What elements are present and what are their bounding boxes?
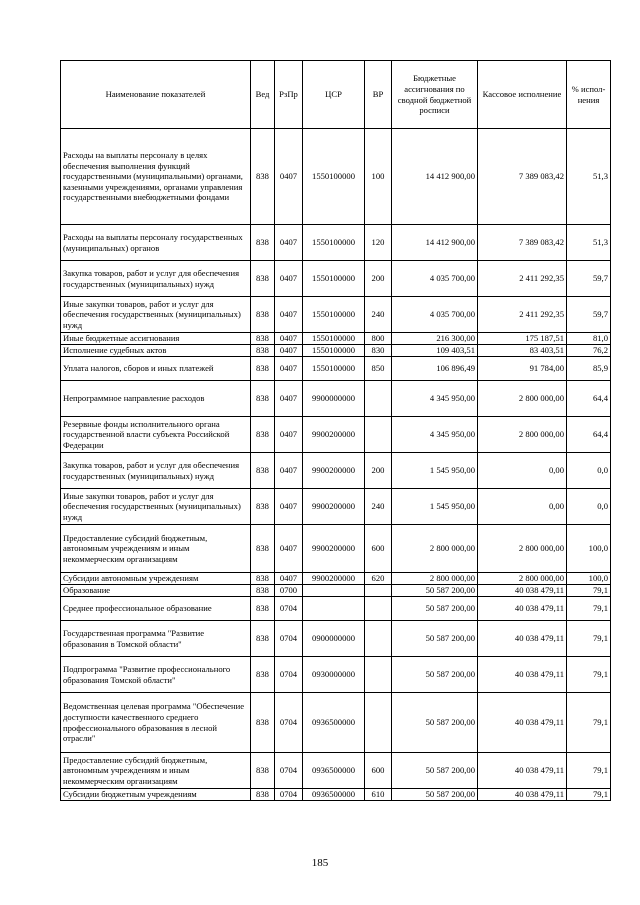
row-ved: 838	[251, 621, 275, 657]
row-cash: 40 038 479,11	[478, 621, 567, 657]
row-vr: 600	[365, 753, 392, 789]
row-pct: 85,9	[567, 357, 611, 381]
row-rzpr: 0407	[275, 357, 303, 381]
row-cash: 40 038 479,11	[478, 753, 567, 789]
row-vr	[365, 417, 392, 453]
row-ved: 838	[251, 585, 275, 597]
row-budget: 106 896,49	[392, 357, 478, 381]
row-name: Резервные фонды исполнительного органа государственной власти субъекта Российской Федерации	[61, 417, 251, 453]
row-budget: 50 587 200,00	[392, 585, 478, 597]
row-name: Уплата налогов, сборов и иных платежей	[61, 357, 251, 381]
row-vr: 600	[365, 525, 392, 573]
table-row	[61, 453, 611, 489]
row-rzpr: 0407	[275, 417, 303, 453]
row-budget: 4 345 950,00	[392, 417, 478, 453]
row-name: Среднее профессиональное образование	[61, 597, 251, 621]
row-cash: 175 187,51	[478, 333, 567, 345]
table-row	[61, 261, 611, 297]
row-name: Образование	[61, 585, 251, 597]
row-name: Субсидии бюджетным учреждениям	[61, 789, 251, 801]
row-budget: 50 587 200,00	[392, 621, 478, 657]
row-csr: 1550100000	[303, 297, 365, 333]
row-csr	[303, 585, 365, 597]
row-budget: 14 412 900,00	[392, 225, 478, 261]
row-vr: 850	[365, 357, 392, 381]
row-pct: 81,0	[567, 333, 611, 345]
row-budget: 109 403,51	[392, 345, 478, 357]
row-cash: 2 800 000,00	[478, 525, 567, 573]
table-row	[61, 417, 611, 453]
row-ved: 838	[251, 489, 275, 525]
row-vr	[365, 621, 392, 657]
row-csr: 1550100000	[303, 333, 365, 345]
row-budget: 216 300,00	[392, 333, 478, 345]
row-pct: 79,1	[567, 753, 611, 789]
table-row	[61, 597, 611, 621]
table-row	[61, 225, 611, 261]
row-pct: 79,1	[567, 693, 611, 753]
row-budget: 50 587 200,00	[392, 657, 478, 693]
row-vr	[365, 597, 392, 621]
row-cash: 40 038 479,11	[478, 657, 567, 693]
row-cash: 2 800 000,00	[478, 573, 567, 585]
row-csr: 0936500000	[303, 753, 365, 789]
row-csr: 1550100000	[303, 225, 365, 261]
row-pct: 100,0	[567, 525, 611, 573]
header-pct: % испол-нения	[567, 61, 611, 129]
row-cash: 40 038 479,11	[478, 789, 567, 801]
row-pct: 79,1	[567, 597, 611, 621]
row-vr: 120	[365, 225, 392, 261]
row-cash: 7 389 083,42	[478, 129, 567, 225]
row-cash: 2 411 292,35	[478, 297, 567, 333]
row-ved: 838	[251, 693, 275, 753]
header-name: Наименование показателей	[61, 61, 251, 129]
row-name: Ведомственная целевая программа "Обеспечение доступности качественного среднего профессионального образования в лесной отрасли"	[61, 693, 251, 753]
row-cash: 2 800 000,00	[478, 417, 567, 453]
row-cash: 91 784,00	[478, 357, 567, 381]
row-rzpr: 0407	[275, 381, 303, 417]
row-pct: 64,4	[567, 417, 611, 453]
row-ved: 838	[251, 357, 275, 381]
row-budget: 4 035 700,00	[392, 297, 478, 333]
row-name: Иные бюджетные ассигнования	[61, 333, 251, 345]
table-row	[61, 297, 611, 333]
row-cash: 2 800 000,00	[478, 381, 567, 417]
row-csr: 9900200000	[303, 525, 365, 573]
row-cash: 40 038 479,11	[478, 585, 567, 597]
row-pct: 79,1	[567, 585, 611, 597]
header-csr: ЦСР	[303, 61, 365, 129]
row-name: Иные закупки товаров, работ и услуг для обеспечения государственных (муниципальных) нужд	[61, 297, 251, 333]
table-row	[61, 657, 611, 693]
table-row	[61, 585, 611, 597]
row-pct: 79,1	[567, 621, 611, 657]
row-budget: 14 412 900,00	[392, 129, 478, 225]
table-row	[61, 789, 611, 801]
table-row	[61, 129, 611, 225]
page-number: 185	[311, 857, 329, 869]
row-pct: 51,3	[567, 225, 611, 261]
row-ved: 838	[251, 453, 275, 489]
row-pct: 79,1	[567, 789, 611, 801]
row-csr: 0900000000	[303, 621, 365, 657]
header-ved: Вед	[251, 61, 275, 129]
row-pct: 59,7	[567, 297, 611, 333]
row-rzpr: 0704	[275, 657, 303, 693]
row-csr: 1550100000	[303, 357, 365, 381]
row-vr: 800	[365, 333, 392, 345]
header-rzpr: РзПр	[275, 61, 303, 129]
row-rzpr: 0407	[275, 129, 303, 225]
row-ved: 838	[251, 525, 275, 573]
row-csr: 0936500000	[303, 789, 365, 801]
row-csr: 0936500000	[303, 693, 365, 753]
row-pct: 76,2	[567, 345, 611, 357]
row-vr	[365, 657, 392, 693]
header-cash: Кассовое исполнение	[478, 61, 567, 129]
header-budget: Бюджетные ассигнования по сводной бюджетной росписи	[392, 61, 478, 129]
row-cash: 0,00	[478, 453, 567, 489]
row-ved: 838	[251, 789, 275, 801]
row-rzpr: 0407	[275, 297, 303, 333]
table-body	[61, 129, 611, 801]
row-name: Иные закупки товаров, работ и услуг для обеспечения государственных (муниципальных) нужд	[61, 489, 251, 525]
row-pct: 51,3	[567, 129, 611, 225]
row-rzpr: 0407	[275, 453, 303, 489]
row-csr: 9900200000	[303, 453, 365, 489]
row-csr: 9900200000	[303, 573, 365, 585]
row-ved: 838	[251, 261, 275, 297]
row-budget: 2 800 000,00	[392, 573, 478, 585]
row-rzpr: 0704	[275, 789, 303, 801]
row-vr: 620	[365, 573, 392, 585]
row-name: Непрограммное направление расходов	[61, 381, 251, 417]
table-row	[61, 489, 611, 525]
row-ved: 838	[251, 297, 275, 333]
row-rzpr: 0407	[275, 525, 303, 573]
row-name: Закупка товаров, работ и услуг для обеспечения государственных (муниципальных) нужд	[61, 453, 251, 489]
row-ved: 838	[251, 657, 275, 693]
row-rzpr: 0407	[275, 261, 303, 297]
row-csr: 1550100000	[303, 129, 365, 225]
row-cash: 40 038 479,11	[478, 597, 567, 621]
row-name: Государственная программа "Развитие образования в Томской области"	[61, 621, 251, 657]
row-vr	[365, 381, 392, 417]
row-vr: 200	[365, 453, 392, 489]
row-cash: 2 411 292,35	[478, 261, 567, 297]
table-row	[61, 357, 611, 381]
row-vr: 240	[365, 297, 392, 333]
table-row	[61, 333, 611, 345]
row-csr: 1550100000	[303, 345, 365, 357]
row-budget: 50 587 200,00	[392, 789, 478, 801]
row-ved: 838	[251, 381, 275, 417]
row-csr	[303, 597, 365, 621]
row-rzpr: 0704	[275, 753, 303, 789]
table-row	[61, 381, 611, 417]
row-name: Предоставление субсидий бюджетным, автономным учреждениям и иным некоммерческим организациям	[61, 753, 251, 789]
row-name: Расходы на выплаты персоналу государственных (муниципальных) органов	[61, 225, 251, 261]
row-ved: 838	[251, 573, 275, 585]
table-row	[61, 753, 611, 789]
row-vr	[365, 693, 392, 753]
row-budget: 4 345 950,00	[392, 381, 478, 417]
row-csr: 9900200000	[303, 489, 365, 525]
row-cash: 40 038 479,11	[478, 693, 567, 753]
row-vr: 830	[365, 345, 392, 357]
row-ved: 838	[251, 129, 275, 225]
row-budget: 2 800 000,00	[392, 525, 478, 573]
row-pct: 59,7	[567, 261, 611, 297]
row-rzpr: 0407	[275, 225, 303, 261]
row-budget: 1 545 950,00	[392, 453, 478, 489]
row-pct: 79,1	[567, 657, 611, 693]
row-budget: 50 587 200,00	[392, 597, 478, 621]
row-name: Подпрограмма "Развитие профессионального образования Томской области"	[61, 657, 251, 693]
row-budget: 1 545 950,00	[392, 489, 478, 525]
row-ved: 838	[251, 597, 275, 621]
row-pct: 64,4	[567, 381, 611, 417]
header-vr: ВР	[365, 61, 392, 129]
row-ved: 838	[251, 753, 275, 789]
table-row	[61, 693, 611, 753]
row-name: Закупка товаров, работ и услуг для обеспечения государственных (муниципальных) нужд	[61, 261, 251, 297]
row-pct: 100,0	[567, 573, 611, 585]
table-row	[61, 525, 611, 573]
row-rzpr: 0704	[275, 597, 303, 621]
table-row	[61, 621, 611, 657]
row-cash: 0,00	[478, 489, 567, 525]
budget-execution-table	[60, 60, 611, 801]
row-rzpr: 0704	[275, 621, 303, 657]
row-cash: 83 403,51	[478, 345, 567, 357]
row-vr: 100	[365, 129, 392, 225]
row-rzpr: 0407	[275, 489, 303, 525]
row-budget: 4 035 700,00	[392, 261, 478, 297]
row-ved: 838	[251, 333, 275, 345]
row-csr: 1550100000	[303, 261, 365, 297]
row-pct: 0,0	[567, 453, 611, 489]
table-header-row	[61, 61, 611, 129]
row-name: Исполнение судебных актов	[61, 345, 251, 357]
row-pct: 0,0	[567, 489, 611, 525]
row-ved: 838	[251, 345, 275, 357]
row-vr: 200	[365, 261, 392, 297]
row-vr: 240	[365, 489, 392, 525]
row-name: Субсидии автономным учреждениям	[61, 573, 251, 585]
row-cash: 7 389 083,42	[478, 225, 567, 261]
row-csr: 9900200000	[303, 417, 365, 453]
table-row	[61, 345, 611, 357]
row-vr: 610	[365, 789, 392, 801]
row-ved: 838	[251, 417, 275, 453]
row-name: Предоставление субсидий бюджетным, автономным учреждениям и иным некоммерческим организациям	[61, 525, 251, 573]
row-name: Расходы на выплаты персоналу в целях обеспечения выполнения функций государственными (муниципальными) органами, казенными учреждениями, органами управления государственными внебюджетными фондами	[61, 129, 251, 225]
row-budget: 50 587 200,00	[392, 753, 478, 789]
row-rzpr: 0407	[275, 333, 303, 345]
row-csr: 9900000000	[303, 381, 365, 417]
table-row	[61, 573, 611, 585]
row-rzpr: 0700	[275, 585, 303, 597]
row-csr: 0930000000	[303, 657, 365, 693]
row-ved: 838	[251, 225, 275, 261]
row-budget: 50 587 200,00	[392, 693, 478, 753]
row-vr	[365, 585, 392, 597]
row-rzpr: 0407	[275, 573, 303, 585]
row-rzpr: 0704	[275, 693, 303, 753]
row-rzpr: 0407	[275, 345, 303, 357]
